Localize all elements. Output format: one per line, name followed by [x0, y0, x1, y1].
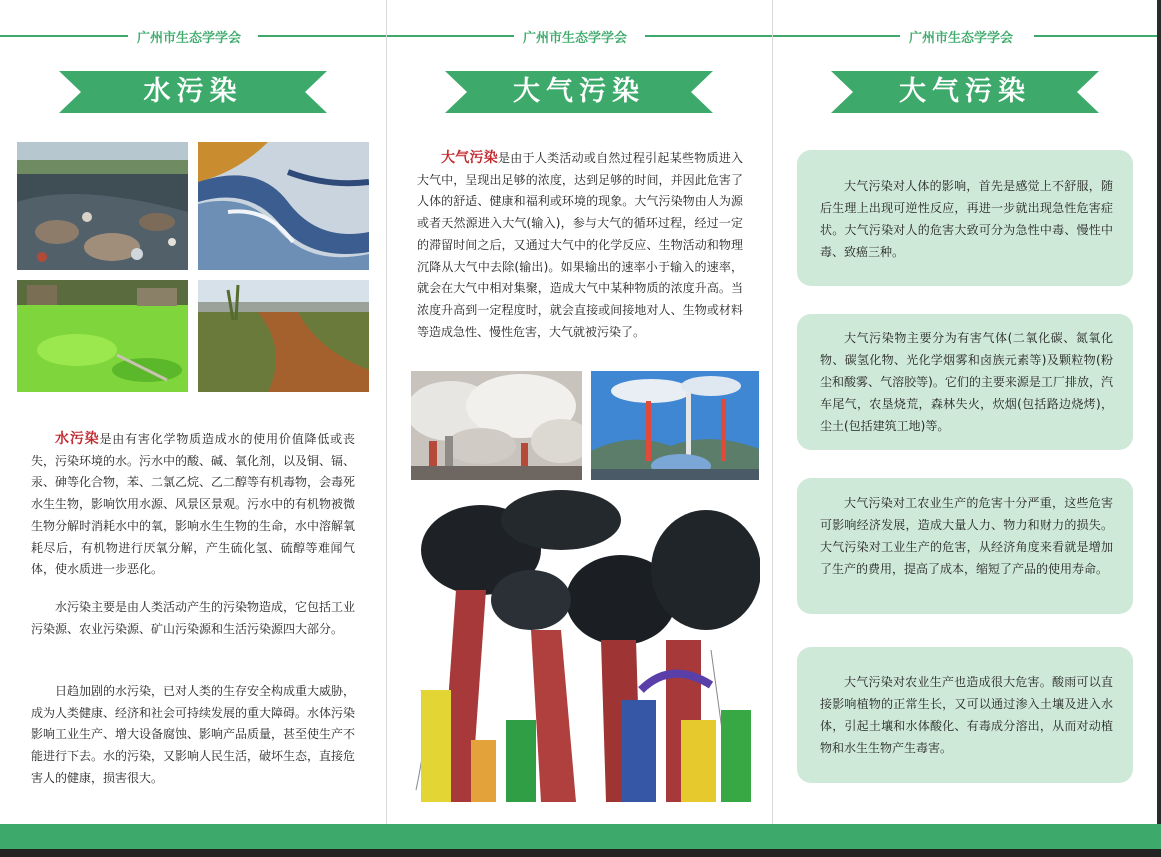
section-banner [831, 71, 1099, 113]
header-rule-left [773, 35, 900, 37]
org-name: 广州市生态学学会 [137, 31, 242, 46]
footer-bar [0, 824, 1161, 849]
section-banner [59, 71, 327, 113]
card-text: 大气污染物主要分为有害气体(二氧化碳、氮氧化物、碳氢化物、光化学烟雾和卤族元素等)及颗粒物(粉尘和酸雾、气溶胶等)。它们的主要来源是工厂排放，汽车尾气，农垦烧荒，森林失火，炊烟(包括路边烧烤)，尘土(包括建筑工地)等。 [820, 331, 1113, 433]
footer-edge [0, 849, 1161, 857]
info-card-health-effects [797, 150, 1133, 286]
definition-text: 是由于人类活动或自然过程引起某些物质进入大气中，呈现出足够的浓度，达到足够的时间，并因此危害了人体的舒适、健康和福利或环境的现象。大气污染物由人为源或者天然源进入大气(输入)，参与大气的循环过程，经过一定的滞留时间之后，又通过大气中的化学反应、生物活动和物理沉降从大气中去除(输出)。如果输出的速率小于输入的速率，就会在大气中相对集聚，造成大气中某种物质的浓度升高。当浓度升高到一定程度时，就会直接或间接地对人、生物或材料等造成急性、慢性危害，大气就被污染了。 [417, 151, 743, 339]
keyword-air-pollution: 大气污染 [441, 150, 499, 166]
panel-air-pollution [387, 0, 772, 824]
air-pollution-definition [417, 148, 743, 343]
child-drawing-polluting-factories [411, 490, 760, 802]
water-pollution-definition [31, 429, 355, 581]
oil-slick-water-photo [198, 142, 369, 270]
header-rule-left [387, 35, 514, 37]
info-card-agriculture-harm [797, 647, 1133, 783]
header-rule-left [0, 35, 128, 37]
right-edge-border [1157, 0, 1161, 824]
water-pollution-sources: 水污染主要是由人类活动产生的污染物造成，它包括工业污染源、农业污染源、矿山污染源和生活污染源四大部分。 [31, 600, 356, 636]
keyword-water-pollution: 水污染 [55, 431, 100, 447]
polluted-river-trash-photo [17, 142, 188, 270]
header-rule-right [645, 35, 772, 37]
section-title: 水污染 [143, 76, 243, 107]
brown-polluted-stream-photo [198, 280, 369, 392]
section-title: 大气污染 [899, 76, 1031, 107]
water-pollution-harm: 日趋加剧的水污染，已对人类的生存安全构成重大威胁，成为人类健康、经济和社会可持续发展的重大障碍。水体污染影响工业生产、增大设备腐蚀、影响产品质量，甚至使生产不能进行下去。水的污染，又影响人民生活，破坏生态，直接危害人的健康，损害很大。 [31, 684, 356, 785]
info-card-pollutant-types [797, 314, 1133, 450]
industrial-smoke-stacks-photo [411, 371, 582, 480]
info-card-industry-harm [797, 478, 1133, 614]
header-rule-right [258, 35, 386, 37]
section-title: 大气污染 [513, 76, 645, 107]
card-text: 大气污染对人体的影响，首先是感觉上不舒服，随后生理上出现可逆性反应，再进一步就出现急性危害症状。大气污染对人的危害大致可分为急性中毒、慢性中毒、致癌三种。 [820, 179, 1113, 259]
card-text: 大气污染对农业生产也造成很大危害。酸雨可以直接影响植物的正常生长，又可以通过渗入土壤及进入水体，引起土壤和水体酸化、有毒成分溶出，从而对动植物和水生生物产生毒害。 [820, 675, 1113, 755]
algae-covered-pond-photo [17, 280, 188, 392]
org-name: 广州市生态学学会 [909, 31, 1014, 46]
card-text: 大气污染对工农业生产的危害十分严重，这些危害可影响经济发展，造成大量人力、物力和财力的损失。大气污染对工业生产的危害，从经济角度来看就是增加了生产的费用，提高了成本，缩短了产品的使用寿命。 [820, 496, 1113, 576]
power-plant-chimneys-photo [591, 371, 759, 480]
org-name: 广州市生态学学会 [523, 31, 628, 46]
definition-text: 是由有害化学物质造成水的使用价值降低或丧失，污染环境的水。污水中的酸、碱、氧化剂，以及铜、镉、汞、砷等化合物，苯、二氯乙烷、乙二醇等有机毒物，会毒死水生生物，影响饮用水源、风景区景观。污水中的有机物被微生物分解时消耗水中的氧，影响水生生物的生命，水中溶解氧耗尽后，有机物进行厌氧分解，产生硫化氢、硫醇等难闻气体，使水质进一步恶化。 [31, 432, 356, 577]
header-rule-right [1034, 35, 1157, 37]
section-banner [445, 71, 713, 113]
panel-water-pollution [0, 0, 386, 824]
